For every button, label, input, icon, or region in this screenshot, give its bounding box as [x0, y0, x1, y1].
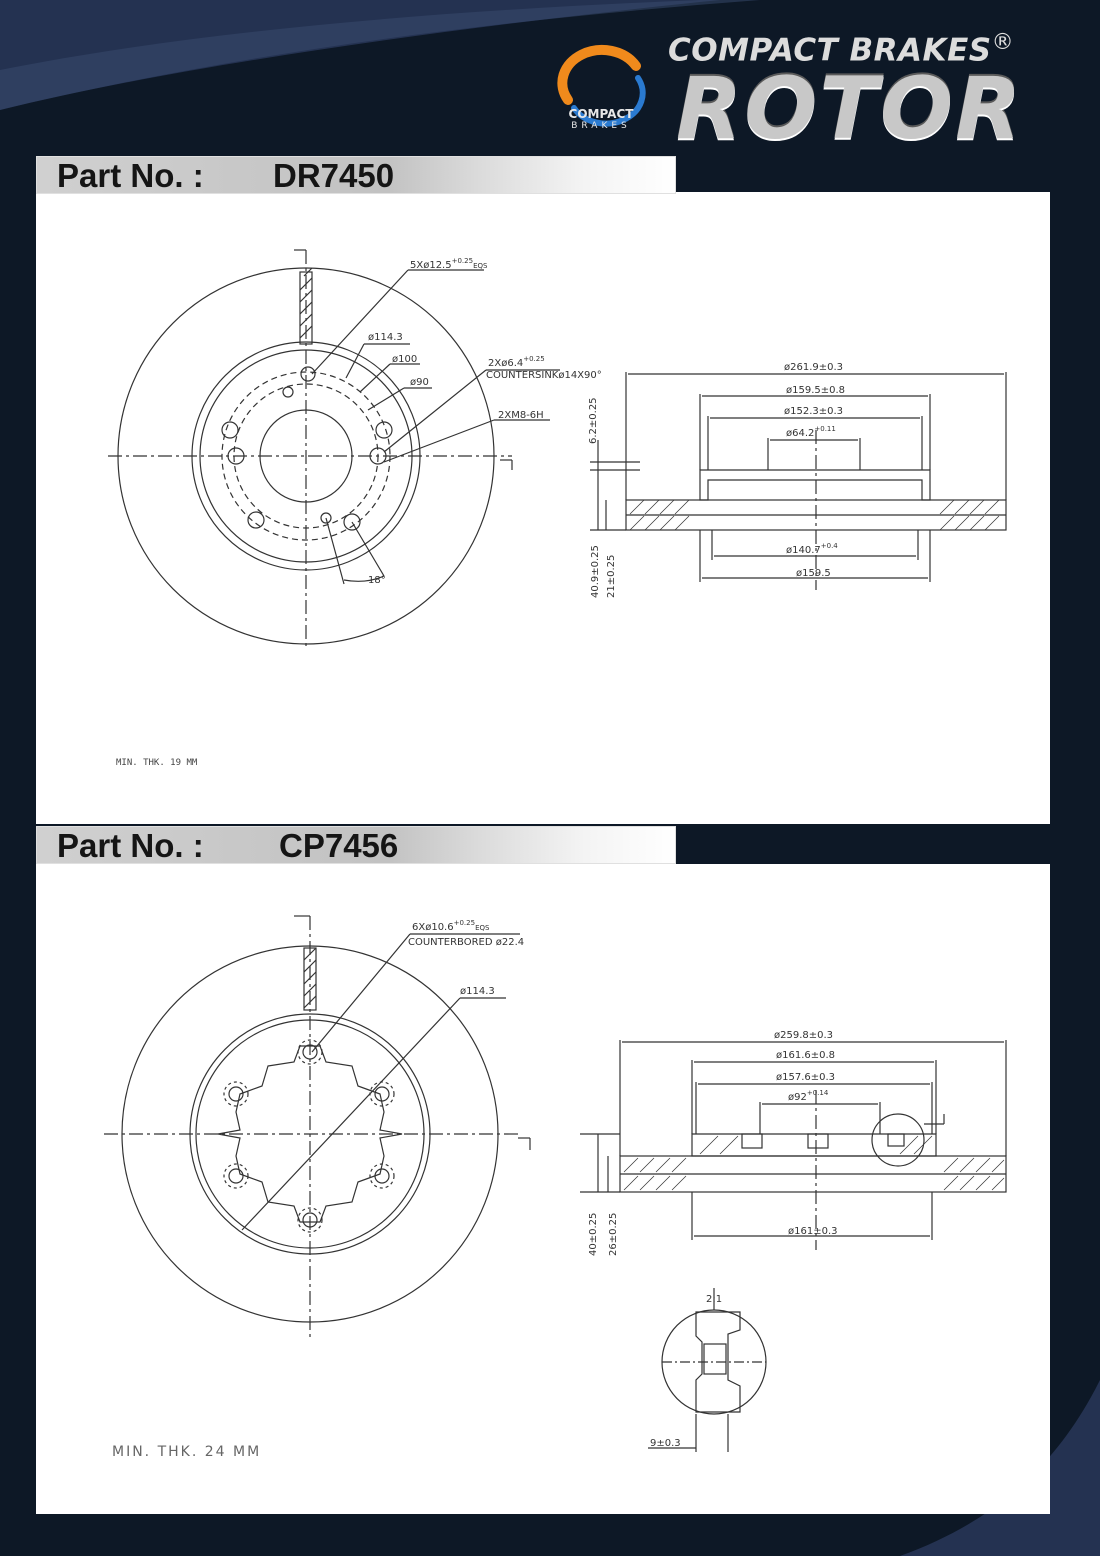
bottom-diameter2-dim: ø159.5 — [796, 568, 831, 579]
drawing-dr7450 — [36, 192, 1050, 824]
counterbore-note: COUNTERBORED ø22.4 — [408, 937, 525, 948]
total-height-dim: 40±0.25 — [588, 1212, 599, 1256]
outer-diameter-dim: ø259.8±0.3 — [774, 1030, 834, 1041]
outer-diameter-dim: ø261.9±0.3 — [784, 362, 844, 373]
hat-thickness-dim: 6.2±0.25 — [588, 397, 599, 444]
hat-section — [700, 470, 930, 500]
thread-callout: 2XM8-6H — [498, 410, 544, 421]
inner-diameter-dim: ø157.6±0.3 — [776, 1072, 836, 1083]
part-number-label: Part No. : — [57, 157, 204, 194]
total-height-dim: 40.9±0.25 — [590, 545, 601, 598]
drawing-cp7456 — [36, 864, 1050, 1514]
diameter-90-dim: ø90 — [410, 377, 429, 388]
lug-holes — [222, 367, 392, 530]
registered-mark: ® — [991, 30, 1015, 55]
min-thickness-note: MIN. THK. 24 MM — [112, 1444, 262, 1460]
part-number-label: Part No. : — [57, 827, 204, 864]
center-bore-dim: $ø92^{+0.14}$ — [788, 1089, 829, 1103]
detail-view-circle — [662, 1310, 766, 1414]
product-title: ROTOR — [676, 59, 1024, 159]
part-number-value: CP7456 — [279, 827, 399, 864]
pcd-dim: ø114.3 — [368, 332, 403, 343]
logo-wordmark — [556, 108, 646, 132]
part-number-bar — [36, 826, 676, 864]
logo-line1: COMPACT — [568, 107, 634, 121]
center-bore-dim: $ø64.2^{+0.11}$ — [786, 425, 836, 439]
detail-width-dim: 9±0.3 — [650, 1438, 681, 1449]
angle-dim: 18° — [368, 575, 386, 586]
part-number-bar — [36, 156, 676, 194]
brand-text: COMPACT BRAKES — [668, 32, 992, 69]
min-thickness-note: MIN. THK. 19 MM — [116, 758, 198, 768]
hat-diameter-dim: ø161.6±0.8 — [776, 1050, 836, 1061]
countersink-note: COUNTERSINKø14X90° — [486, 370, 602, 381]
diameter-100-dim: ø100 — [392, 354, 418, 365]
bottom-diameter-dim: ø161±0.3 — [788, 1226, 838, 1237]
detail-circle — [872, 1114, 924, 1166]
inner-diameter-dim: ø152.3±0.3 — [784, 406, 844, 417]
logo-line2: BRAKES — [571, 121, 631, 131]
countersink-dim: $2Xø6.4^{+0.25}$ — [488, 355, 545, 369]
holes-callout: $5Xø12.5^{+0.25}_{EQS}$ — [410, 257, 488, 271]
pcd-dim: ø114.3 — [460, 986, 495, 997]
part-number-value: DR7450 — [273, 157, 395, 194]
holes-callout: $6Xø10.6^{+0.25}_{EQS}$ — [412, 919, 490, 933]
hat-diameter-dim: ø159.5±0.8 — [786, 385, 846, 396]
bottom-diameter-dim: $ø140.7^{+0.4}$ — [786, 542, 838, 556]
detail-scale-label: 2:1 — [706, 1294, 723, 1305]
disc-thickness-dim: 26±0.25 — [608, 1212, 619, 1256]
lug-holes — [224, 1040, 394, 1232]
disc-thickness-dim: 21±0.25 — [606, 554, 617, 598]
